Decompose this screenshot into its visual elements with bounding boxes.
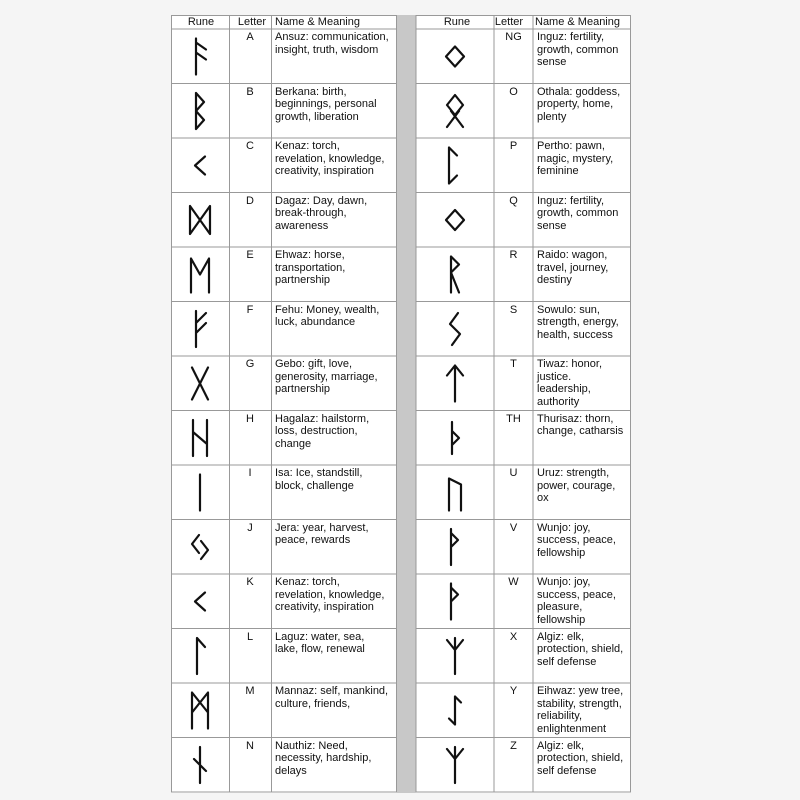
rune-letter: O [509, 85, 518, 98]
rune-meaning: Sowulo: sun, strength, energy, health, success [537, 303, 619, 341]
rune-letter: E [246, 249, 254, 261]
rune-meaning: Pertho: pawn, magic, mystery, feminine [537, 140, 614, 177]
ehwaz-rune-icon [191, 259, 209, 293]
thurisaz-rune-icon [452, 422, 459, 454]
wunjo-rune-icon [451, 584, 458, 620]
dagaz-rune-icon [190, 206, 210, 234]
algiz-rune-icon [447, 747, 463, 783]
sowulo-rune-icon [450, 313, 460, 345]
ansuz-rune-icon [196, 39, 206, 75]
rune-meaning: Inguz: fertility, growth, common sense [537, 31, 619, 68]
rune-meaning: Wunjo: joy, success, peace, fellowship [537, 521, 616, 559]
rune-meaning: Othala: goddess, property, home, plenty [537, 85, 621, 123]
rune-letter: T [510, 358, 517, 370]
center-divider [396, 15, 416, 793]
rune-letter: Q [509, 194, 518, 207]
rune-meaning: Laguz: water, sea, lake, flow, renewal [275, 630, 365, 655]
berkana-rune-icon [196, 93, 204, 129]
kenaz-rune-icon [195, 157, 205, 175]
rune-meaning: Algiz: elk, protection, shield, self defense [537, 630, 624, 668]
laguz-rune-icon [197, 638, 205, 674]
rune-letter: S [509, 303, 518, 316]
rune-meaning: Tiwaz: honor, justice. leadership, authority [537, 358, 603, 408]
rune-letter: NG [505, 31, 522, 43]
rune-meaning: Inguz: fertility, growth, common sense [537, 194, 619, 232]
rune-meaning: Dagaz: Day, dawn, break-through, awareness [275, 194, 368, 232]
rune-meaning: Kenaz: torch, revelation, knowledge, creativity, inspiration [275, 140, 385, 177]
rune-letter: F [246, 303, 254, 316]
rune-letter: D [246, 194, 254, 207]
rune-letter: B [246, 85, 254, 98]
rune-letter: P [509, 140, 518, 152]
algiz-rune-icon [447, 638, 463, 674]
rune-letter: A [246, 31, 254, 43]
rune-meaning: Isa: Ice, standstill, block, challenge [275, 467, 363, 492]
rune-meaning: Jera: year, harvest, peace, rewards [275, 521, 369, 546]
rune-meaning: Kenaz: torch, revelation, knowledge, creativity, inspiration [275, 576, 385, 613]
eihwaz-rune-icon [449, 697, 461, 725]
rune-letter: W [508, 576, 519, 588]
header-rune-left: Rune [187, 16, 215, 28]
rune-meaning: Ansuz: communication, insight, truth, wisdom [275, 31, 389, 56]
mannaz-rune-icon [192, 693, 208, 729]
rune-chart [171, 15, 631, 793]
hagalaz-rune-icon [193, 420, 207, 456]
rune-meaning: Mannaz: self, mankind, culture, friends, [275, 685, 389, 710]
fehu-rune-icon [196, 311, 206, 347]
rune-meaning: Raido: wagon, travel, journey, destiny [537, 249, 609, 286]
rune-letter: I [248, 467, 252, 479]
nauthiz-rune-icon [194, 747, 206, 783]
header-rune-right: Rune [443, 16, 471, 28]
rune-letter: R [509, 249, 518, 261]
rune-letter: C [246, 140, 254, 152]
rune-letter: M [245, 685, 255, 697]
pertho-rune-icon [449, 148, 457, 184]
raido-rune-icon [451, 257, 459, 293]
othala-rune-icon [447, 95, 463, 127]
rune-letter: K [246, 576, 254, 588]
gebo-rune-icon [192, 368, 208, 400]
rune-letter: V [509, 521, 518, 534]
rune-letter: U [509, 467, 518, 479]
rune-letter: X [509, 630, 518, 643]
wunjo-rune-icon [451, 529, 458, 565]
rune-letter: Z [510, 739, 517, 752]
rune-meaning: Uruz: strength, power, courage, ox [537, 467, 616, 504]
rune-meaning: Berkana: birth, beginnings, personal growth, liberation [275, 85, 377, 123]
uruz-rune-icon [449, 479, 461, 511]
rune-meaning: Eihwaz: yew tree, stability, strength, reliability, enlightenment [537, 685, 624, 735]
rune-meaning: Gebo: gift, love, generosity, marriage, partnership [275, 358, 378, 395]
rune-letter: H [246, 412, 254, 425]
rune-meaning: Fehu: Money, wealth, luck, abundance [275, 303, 380, 328]
tiwaz-rune-icon [447, 366, 463, 402]
rune-letter: J [247, 521, 253, 534]
header-letter-left: Letter [237, 16, 267, 28]
rune-letter: Y [509, 685, 518, 697]
header-letter-right: Letter [494, 16, 524, 28]
inguz-rune-icon [446, 47, 464, 67]
header-meaning-left: Name & Meaning [275, 16, 360, 28]
rune-meaning: Wunjo: joy, success, peace, pleasure, fellowship [537, 576, 616, 626]
rune-meaning: Nauthiz: Need, necessity, hardship, delays [275, 739, 372, 777]
rune-letter: L [246, 630, 254, 643]
header-meaning-right: Name & Meaning [535, 16, 620, 28]
rune-meaning: Ehwaz: horse, transportation, partnership [275, 249, 346, 286]
kenaz-rune-icon [195, 593, 205, 611]
rune-letter: N [246, 739, 254, 752]
rune-meaning: Algiz: elk, protection, shield, self defense [537, 739, 624, 777]
rune-meaning: Hagalaz: hailstorm, loss, destruction, change [275, 412, 370, 450]
jera-rune-icon [192, 535, 208, 559]
rune-letter: TH [506, 412, 521, 425]
rune-letter: G [245, 358, 255, 370]
inguz-rune-icon [446, 210, 464, 230]
rune-meaning: Thurisaz: thorn, change, catharsis [537, 412, 624, 437]
